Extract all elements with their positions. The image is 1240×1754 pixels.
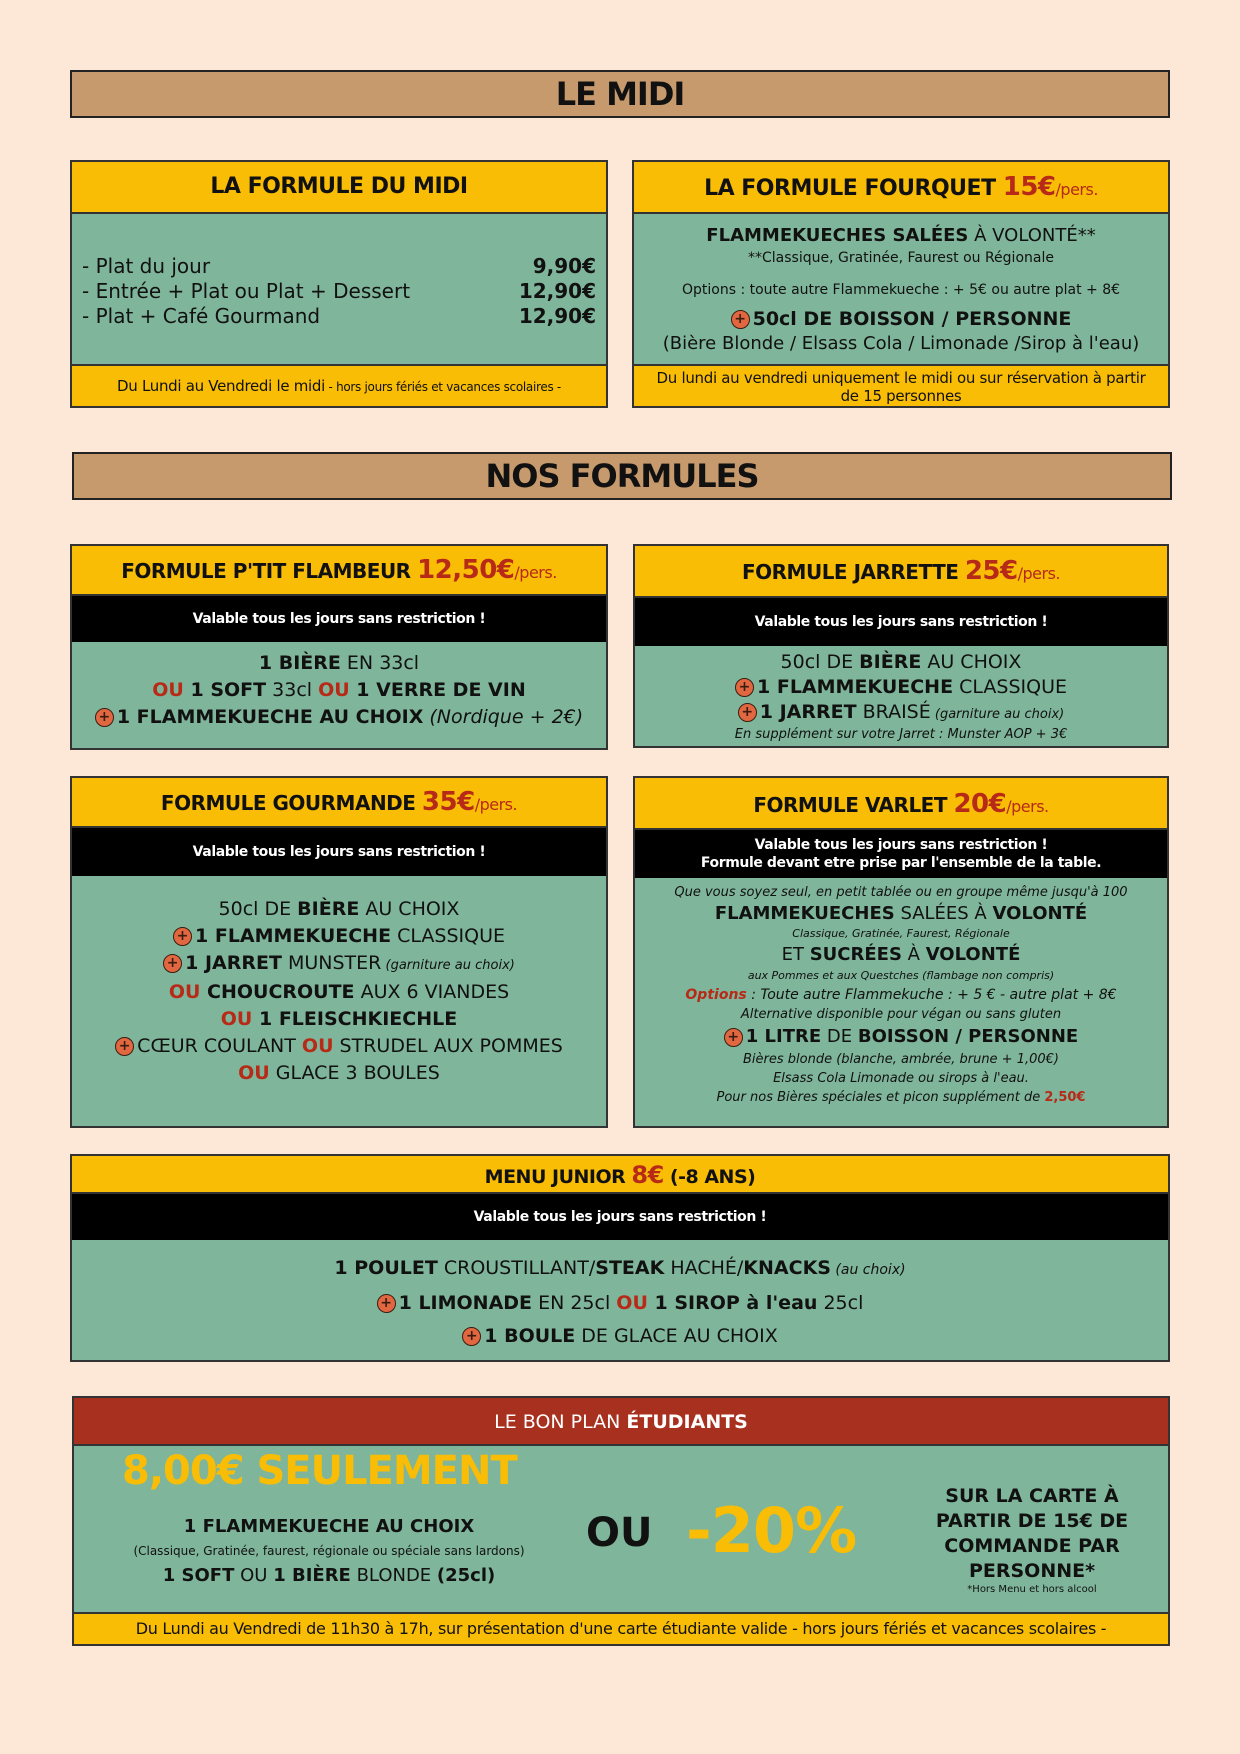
line bbox=[72, 950, 606, 979]
text: 1 SOFT bbox=[162, 1565, 235, 1586]
text: (garniture au choix) bbox=[381, 958, 515, 973]
line bbox=[72, 1320, 1168, 1353]
line: Options : toute autre Flammekueche : + 5€ ou autre plat + 8€ bbox=[681, 282, 1121, 298]
plus-icon: + bbox=[724, 1028, 743, 1047]
text: OU bbox=[301, 1035, 334, 1057]
text: Pour nos Bières spéciales et picon supplément de bbox=[716, 1090, 1045, 1105]
text: À VOLONTÉ** bbox=[968, 225, 1096, 246]
title-part: LA FORMULE bbox=[210, 174, 364, 199]
line: Que vous soyez seul, en petit tablée ou en groupe même jusqu'à 100 bbox=[674, 885, 1128, 900]
text: ET bbox=[781, 944, 810, 965]
line bbox=[72, 1006, 606, 1033]
title-part: LE BON PLAN bbox=[494, 1411, 627, 1433]
etudiants-offer bbox=[94, 1514, 564, 1590]
junior-body bbox=[72, 1252, 1168, 1353]
line bbox=[635, 675, 1167, 700]
plus-icon: + bbox=[95, 708, 114, 727]
price-unit: /pers. bbox=[1055, 180, 1098, 199]
plus-icon: + bbox=[731, 310, 750, 329]
validity-bar: Valable tous les jours sans restriction ! bbox=[72, 596, 606, 642]
line bbox=[72, 979, 606, 1006]
line bbox=[635, 984, 1167, 1006]
validity-bar bbox=[635, 830, 1167, 878]
text: GLACE 3 BOULES bbox=[269, 1062, 440, 1084]
line bbox=[72, 923, 606, 950]
line bbox=[635, 902, 1167, 926]
text: EN 25cl bbox=[532, 1292, 617, 1314]
item-price: 9,90€ bbox=[532, 254, 596, 278]
line: (Bière Blonde / Elsass Cola / Limonade /Sirop à l'eau) bbox=[662, 333, 1140, 354]
footer-note: - hors jours fériés et vacances scolaires - bbox=[325, 380, 561, 394]
text: 1 LITRE bbox=[745, 1026, 822, 1047]
plus-icon: + bbox=[173, 927, 192, 946]
title-part: LA FORMULE bbox=[704, 176, 858, 201]
text: 50cl DE bbox=[780, 651, 860, 673]
text: SUR LA CARTE À PARTIR DE bbox=[935, 1485, 1119, 1532]
text: HACHÉ/ bbox=[664, 1257, 744, 1279]
line bbox=[634, 224, 1168, 248]
flambeur-body bbox=[72, 650, 606, 731]
text: SALÉES À bbox=[894, 903, 993, 924]
text: DE COMMANDE PAR bbox=[944, 1510, 1129, 1557]
text: 1 JARRET bbox=[185, 952, 282, 974]
text: OU bbox=[616, 1292, 648, 1314]
price: 8€ bbox=[631, 1161, 664, 1189]
varlet-body bbox=[635, 884, 1167, 1108]
line: Elsass Cola Limonade ou sirops à l'eau. bbox=[773, 1071, 1029, 1086]
line: (Classique, Gratinée, faurest, régionale ou spéciale sans lardons) bbox=[133, 1544, 525, 1558]
line bbox=[635, 942, 1167, 968]
text: FLAMMEKUECHES SALÉES bbox=[706, 225, 969, 246]
text: OU bbox=[238, 1062, 270, 1084]
card-formule-gourmande bbox=[70, 776, 608, 1128]
text: BOISSON / PERSONNE bbox=[857, 1026, 1079, 1047]
item-label: - Plat du jour bbox=[82, 254, 211, 278]
item-label: - Entrée + Plat ou Plat + Dessert bbox=[82, 279, 411, 303]
plus-icon: + bbox=[462, 1327, 481, 1346]
text: SUCRÉES bbox=[809, 944, 902, 965]
text: 1 SIROP à l'eau bbox=[647, 1292, 818, 1314]
line bbox=[635, 1088, 1167, 1108]
text: 2,50€ bbox=[1044, 1090, 1086, 1105]
price-unit: /pers. bbox=[1017, 564, 1061, 583]
card-formule-fourquet bbox=[632, 160, 1170, 408]
card-formule-jarrette bbox=[633, 544, 1169, 748]
line bbox=[635, 650, 1167, 675]
card-formule-flambeur bbox=[70, 544, 608, 750]
plus-icon: + bbox=[735, 678, 754, 697]
text: BIÈRE bbox=[297, 898, 360, 920]
price: 20€ bbox=[953, 789, 1007, 819]
text: 1 JARRET bbox=[759, 701, 857, 723]
line bbox=[72, 704, 606, 731]
text: 25cl bbox=[817, 1292, 864, 1314]
text: À bbox=[901, 944, 926, 965]
price: 12,50€ bbox=[417, 555, 515, 585]
section-header-midi: LE MIDI bbox=[70, 70, 1170, 118]
text: (25cl) bbox=[436, 1565, 496, 1586]
text: 1 BIÈRE bbox=[273, 1565, 351, 1586]
text: 50cl DE BOISSON / PERSONNE bbox=[752, 308, 1072, 330]
text: BRAISÉ bbox=[856, 701, 931, 723]
line bbox=[634, 306, 1168, 332]
text: VOLONTÉ bbox=[992, 903, 1088, 924]
midi-items bbox=[72, 254, 606, 329]
text: AU CHOIX bbox=[359, 898, 460, 920]
price: 25€ bbox=[964, 556, 1018, 586]
text: OU bbox=[234, 1565, 274, 1586]
text: CROUSTILLANT/ bbox=[437, 1257, 596, 1279]
menu-row bbox=[72, 304, 606, 329]
discount-conditions bbox=[922, 1484, 1142, 1596]
text: AUX 6 VIANDES bbox=[354, 981, 510, 1003]
text: 1 POULET bbox=[334, 1257, 438, 1279]
text: CLASSIQUE bbox=[391, 925, 505, 947]
title-part: FORMULE bbox=[160, 791, 267, 815]
title-part: DU MIDI bbox=[370, 174, 468, 199]
menu-row bbox=[72, 279, 606, 304]
text: 1 FLAMMEKUECHE bbox=[195, 925, 392, 947]
title-part: FOURQUET bbox=[864, 176, 996, 201]
jarrette-body bbox=[635, 650, 1167, 742]
big-price: 8,00€ SEULEMENT bbox=[122, 1448, 517, 1494]
title-part: VARLET bbox=[864, 793, 947, 817]
text: 15€ bbox=[1053, 1510, 1093, 1532]
card-title bbox=[72, 546, 606, 596]
card-menu-junior bbox=[70, 1154, 1170, 1362]
text: BLONDE bbox=[350, 1565, 437, 1586]
text: DE bbox=[821, 1026, 858, 1047]
item-price: 12,90€ bbox=[518, 279, 596, 303]
fourquet-body bbox=[634, 224, 1168, 356]
text: (Nordique + 2€) bbox=[423, 706, 584, 728]
card-title bbox=[634, 162, 1168, 214]
price-unit: /pers. bbox=[474, 795, 518, 814]
text: STEAK bbox=[595, 1257, 665, 1279]
footnote: *Hors Menu et hors alcool bbox=[967, 1584, 1097, 1595]
text: MUNSTER bbox=[281, 952, 382, 974]
text: 1 FLEISCHKIECHLE bbox=[252, 1008, 458, 1030]
text: 50cl DE bbox=[218, 898, 298, 920]
line bbox=[72, 1252, 1168, 1287]
text: KNACKS bbox=[743, 1257, 831, 1279]
text: 1 BOULE bbox=[484, 1325, 576, 1347]
line: Classique, Gratinée, Faurest, Régionale bbox=[792, 927, 1010, 940]
price-unit: /pers. bbox=[514, 563, 557, 582]
age-note: (-8 ANS) bbox=[663, 1166, 756, 1188]
title-part: ÉTUDIANTS bbox=[626, 1411, 748, 1433]
card-title bbox=[635, 778, 1167, 830]
text: Options bbox=[685, 987, 747, 1003]
validity-bar: Valable tous les jours sans restriction ! bbox=[72, 828, 606, 876]
line: En supplément sur votre Jarret : Munster AOP + 3€ bbox=[734, 727, 1068, 742]
text: EN 33cl bbox=[340, 652, 420, 674]
text: 1 BIÈRE bbox=[258, 652, 341, 674]
or-text: OU bbox=[586, 1510, 653, 1556]
text: 1 SOFT bbox=[183, 679, 267, 701]
card-footer: Du lundi au vendredi uniquement le midi ou sur réservation à partir de 15 personnes bbox=[634, 364, 1168, 406]
card-formule-midi bbox=[70, 160, 608, 408]
text: 1 LIMONADE bbox=[398, 1292, 533, 1314]
text: 1 FLAMMEKUECHE bbox=[757, 676, 954, 698]
text: FLAMMEKUECHES bbox=[714, 903, 895, 924]
bar-line: Valable tous les jours sans restriction ! bbox=[754, 837, 1048, 853]
title-part: FORMULE bbox=[121, 559, 227, 583]
title-part: P'TIT FLAMBEUR bbox=[232, 559, 411, 583]
text: PERSONNE* bbox=[968, 1560, 1096, 1582]
text: BIÈRE bbox=[859, 651, 922, 673]
text: : Toute autre Flammekuche : + 5 € - autre plat + 8€ bbox=[746, 987, 1117, 1003]
text: OU bbox=[152, 679, 184, 701]
item-label: - Plat + Café Gourmand bbox=[82, 304, 321, 328]
item-price: 12,90€ bbox=[518, 304, 596, 328]
bar-line: Formule devant etre prise par l'ensemble de la table. bbox=[700, 855, 1102, 871]
line: 1 FLAMMEKUECHE AU CHOIX bbox=[183, 1516, 475, 1537]
text: DE GLACE AU CHOIX bbox=[575, 1325, 778, 1347]
card-title bbox=[635, 546, 1167, 598]
line: **Classique, Gratinée, Faurest ou Régionale bbox=[748, 250, 1054, 266]
plus-icon: + bbox=[163, 954, 182, 973]
card-footer bbox=[72, 364, 606, 406]
text: OU bbox=[168, 981, 201, 1003]
card-title bbox=[72, 162, 606, 214]
line bbox=[72, 1033, 606, 1060]
card-title bbox=[72, 1156, 1168, 1194]
title-part: FORMULE bbox=[753, 793, 859, 817]
gourmande-body bbox=[72, 896, 606, 1087]
line bbox=[72, 896, 606, 923]
price: 15€ bbox=[1002, 172, 1056, 202]
text: AU CHOIX bbox=[921, 651, 1022, 673]
line bbox=[635, 700, 1167, 727]
text: OU bbox=[318, 679, 350, 701]
text: (au choix) bbox=[830, 1262, 906, 1278]
line bbox=[94, 1562, 564, 1590]
card-formule-varlet bbox=[633, 776, 1169, 1128]
menu-row bbox=[72, 254, 606, 279]
text: 1 FLAMMEKUECHE AU CHOIX bbox=[116, 706, 424, 728]
card-title bbox=[72, 778, 606, 828]
validity-bar: Valable tous les jours sans restriction ! bbox=[72, 1194, 1168, 1240]
text: OU bbox=[220, 1008, 253, 1030]
validity-bar: Valable tous les jours sans restriction ! bbox=[635, 598, 1167, 646]
line bbox=[72, 677, 606, 704]
text: CŒUR COULANT bbox=[137, 1035, 302, 1057]
text: CLASSIQUE bbox=[953, 676, 1067, 698]
price: 35€ bbox=[421, 787, 475, 817]
title-part: FORMULE bbox=[741, 560, 848, 584]
price-unit: /pers. bbox=[1006, 797, 1049, 816]
text: (garniture au choix) bbox=[930, 707, 1065, 722]
text: 33cl bbox=[266, 679, 319, 701]
section-header-formules: NOS FORMULES bbox=[72, 452, 1172, 500]
line bbox=[72, 650, 606, 677]
discount: -20% bbox=[686, 1494, 857, 1567]
title-part: JUNIOR bbox=[552, 1166, 626, 1188]
line bbox=[72, 1060, 606, 1087]
title-part: GOURMANDE bbox=[272, 791, 416, 815]
card-footer: Du Lundi au Vendredi de 11h30 à 17h, sur présentation d'une carte étudiante valide - hors jours fériés et vacances scolaires - bbox=[74, 1612, 1168, 1644]
text: VOLONTÉ bbox=[925, 944, 1021, 965]
line: aux Pommes et aux Questches (flambage non compris) bbox=[747, 969, 1055, 982]
title-part: MENU bbox=[484, 1166, 546, 1188]
line bbox=[72, 1287, 1168, 1320]
text: STRUDEL AUX POMMES bbox=[333, 1035, 563, 1057]
plus-icon: + bbox=[115, 1037, 134, 1056]
plus-icon: + bbox=[738, 703, 757, 722]
card-bon-plan-etudiants bbox=[72, 1396, 1170, 1646]
text: 1 VERRE DE VIN bbox=[349, 679, 526, 701]
title-part: JARRETTE bbox=[853, 560, 959, 584]
footer-text: Du Lundi au Vendredi le midi bbox=[117, 377, 326, 395]
text: CHOUCROUTE bbox=[200, 981, 355, 1003]
line bbox=[635, 1024, 1167, 1050]
line: Bières blonde (blanche, ambrée, brune + 1,00€) bbox=[742, 1052, 1059, 1067]
card-title bbox=[74, 1398, 1168, 1446]
plus-icon: + bbox=[377, 1294, 396, 1313]
line: Alternative disponible pour végan ou sans gluten bbox=[740, 1007, 1062, 1022]
